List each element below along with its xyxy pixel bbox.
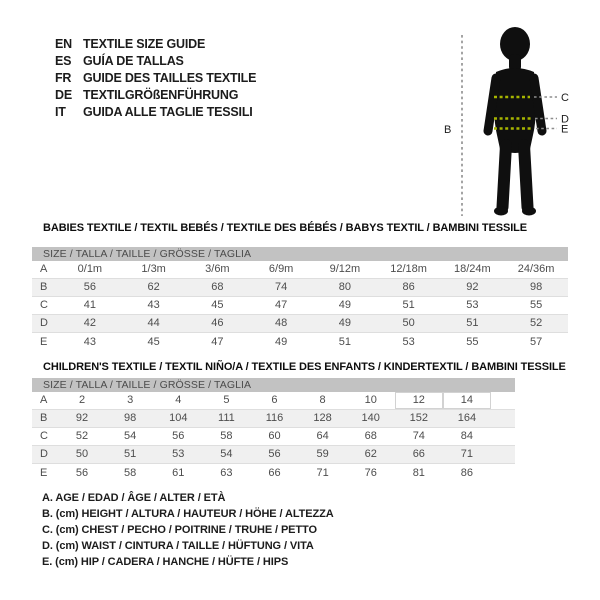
lang-title: TEXTILE SIZE GUIDE: [83, 37, 206, 51]
table-cell: 53: [172, 448, 185, 460]
table-cell: 164: [457, 412, 477, 424]
lang-code: FR: [55, 71, 72, 85]
table-cell: 128: [313, 412, 332, 424]
table-cell: 66: [268, 467, 281, 479]
table-cell: 50: [402, 317, 415, 329]
legend-line-height: B. (cm) HEIGHT / ALTURA / HAUTEUR / HÖHE / ALTEZZA: [42, 508, 334, 520]
table-cell: 81: [412, 467, 425, 479]
table-right-pad: [491, 392, 515, 409]
lang-title: GUÍA DE TALLAS: [83, 54, 184, 68]
table-cell: 43: [83, 336, 96, 348]
table-cell: 68: [364, 430, 377, 442]
table-cell: 59: [316, 448, 329, 460]
lang-row-es: [55, 53, 256, 70]
table-cell: 9/12m: [329, 263, 361, 275]
table-cell: 61: [172, 467, 185, 479]
table-cell: 52: [530, 317, 543, 329]
language-title-list: [55, 36, 256, 121]
table-cell: 92: [75, 412, 89, 424]
child-silhouette: [488, 27, 542, 216]
table-cell: 58: [220, 430, 233, 442]
table-cell: 55: [466, 336, 479, 348]
table-cell: 60: [268, 430, 281, 442]
table-cell: 8: [319, 394, 326, 406]
table-cell: 62: [364, 448, 377, 460]
table-cell: 1/3m: [141, 263, 166, 275]
row-label: B: [40, 412, 48, 424]
table-cell: 57: [530, 336, 543, 348]
table-cell: 64: [316, 430, 329, 442]
table-cell: 45: [211, 299, 224, 311]
babies-size-table: [32, 247, 568, 351]
table-cell: 18/24m: [454, 263, 491, 275]
table-row: [32, 333, 568, 351]
table-cell: 42: [83, 317, 96, 329]
table-cell: 56: [83, 281, 96, 293]
table-cell: 58: [124, 467, 137, 479]
size-header-bar: SIZE / TALLA / TAILLE / GRÖSSE / TAGLIA: [32, 378, 515, 392]
table-cell: 111: [218, 412, 235, 424]
table-right-pad: [491, 428, 515, 445]
table-cell: 10: [364, 394, 377, 406]
table-row: [32, 464, 515, 482]
table-cell: 66: [412, 448, 425, 460]
table-cell: 86: [402, 281, 415, 293]
table-row: [32, 261, 568, 279]
lang-code: EN: [55, 37, 72, 51]
table-cell: 12/18m: [390, 263, 427, 275]
table-cell: 92: [466, 281, 479, 293]
table-cell: 76: [364, 467, 377, 479]
table-cell: 46: [211, 317, 224, 329]
row-label: D: [40, 448, 48, 460]
table-row: [32, 279, 568, 297]
table-cell: 5: [223, 394, 230, 406]
table-cell: 55: [530, 299, 543, 311]
table-cell: 43: [147, 299, 160, 311]
table-cell: 98: [530, 281, 543, 293]
table-cell: 6/9m: [268, 263, 294, 275]
lang-code: IT: [55, 105, 66, 119]
table-cell: 84: [460, 430, 474, 442]
lang-title: GUIDE DES TAILLES TEXTILE: [83, 71, 257, 85]
table-cell: 54: [124, 430, 137, 442]
table-row: [32, 297, 568, 315]
lang-code: DE: [55, 88, 72, 102]
table-cell: 51: [124, 448, 137, 460]
table-row: [32, 428, 515, 446]
table-cell: 62: [147, 281, 160, 293]
size-header-bar: SIZE / TALLA / TAILLE / GRÖSSE / TAGLIA: [32, 247, 568, 261]
row-label: E: [40, 467, 48, 479]
children-section-title: CHILDREN'S TEXTILE / TEXTIL NIÑO/A / TEXTILE DES ENFANTS / KINDERTEXTIL / BAMBINI TESSILE: [43, 361, 566, 373]
table-cell: 140: [361, 412, 380, 424]
table-cell: 47: [275, 299, 288, 311]
table-cell: 63: [220, 467, 233, 479]
table-right-pad: [491, 464, 515, 482]
legend-line-age: A. AGE / EDAD / ÂGE / ALTER / ETÀ: [42, 492, 226, 504]
table-right-pad: [491, 446, 515, 463]
row-label: C: [40, 430, 48, 442]
table-cell: 52: [75, 430, 89, 442]
table-cell: 24/36m: [517, 263, 555, 275]
row-label: A: [40, 263, 48, 275]
table-cell: 50: [75, 448, 89, 460]
row-label: C: [40, 299, 48, 311]
table-cell: 44: [147, 317, 160, 329]
table-row: [32, 410, 515, 428]
table-cell: 45: [147, 336, 160, 348]
babies-section-title: BABIES TEXTILE / TEXTIL BEBÉS / TEXTILE DES BÉBÉS / BABYS TEXTIL / BAMBINI TESSILE: [43, 222, 528, 234]
table-cell: 6: [271, 394, 278, 406]
table-cell: 0/1m: [77, 263, 103, 275]
lang-title: GUIDA ALLE TAGLIE TESSILI: [83, 105, 253, 119]
lang-row-fr: [55, 70, 256, 87]
table-cell: 152: [409, 412, 428, 424]
table-cell: 98: [124, 412, 137, 424]
table-cell: 71: [316, 467, 329, 479]
table-cell: 56: [75, 467, 89, 479]
table-cell: 48: [275, 317, 288, 329]
table-cell: 3/6m: [205, 263, 230, 275]
row-label: D: [40, 317, 48, 329]
table-cell: 49: [338, 299, 351, 311]
table-cell: 14: [443, 392, 491, 409]
table-cell: 56: [268, 448, 281, 460]
table-cell: 74: [275, 281, 288, 293]
table-cell: 2: [78, 394, 86, 406]
table-cell: 41: [83, 299, 96, 311]
row-label: E: [40, 336, 48, 348]
table-cell: 4: [175, 394, 182, 406]
legend-line-hip: E. (cm) HIP / CADERA / HANCHE / HÜFTE / HIPS: [42, 556, 289, 568]
table-cell: 47: [211, 336, 224, 348]
lang-title: TEXTILGRÖßENFÜHRUNG: [83, 88, 239, 102]
children-size-table: [32, 378, 515, 482]
table-cell: 51: [338, 336, 351, 348]
table-cell: 49: [275, 336, 288, 348]
legend-line-waist: D. (cm) WAIST / CINTURA / TAILLE / HÜFTUNG / VITA: [42, 540, 314, 552]
table-cell: 49: [338, 317, 351, 329]
table-cell: 71: [460, 448, 474, 460]
table-cell: 116: [265, 412, 284, 424]
table-cell: 56: [172, 430, 185, 442]
table-cell: 12: [395, 392, 443, 409]
table-cell: 54: [220, 448, 233, 460]
table-cell: 53: [402, 336, 415, 348]
row-label: B: [40, 281, 48, 293]
lang-row-en: [55, 36, 256, 53]
legend-line-chest: C. (cm) CHEST / PECHO / POITRINE / TRUHE / PETTO: [42, 524, 317, 536]
table-row: [32, 315, 568, 333]
table-cell: 3: [127, 394, 134, 406]
table-cell: 104: [169, 412, 188, 424]
table-cell: 86: [460, 467, 474, 479]
waist-measure-label: D: [561, 113, 569, 126]
table-row: [32, 446, 515, 464]
height-measure-label: B: [444, 124, 452, 136]
measurement-legend: [42, 490, 334, 570]
table-right-pad: [491, 410, 515, 427]
lang-row-it: [55, 104, 256, 121]
hip-measure-label: E: [561, 123, 569, 136]
table-cell: 80: [338, 281, 351, 293]
row-label: A: [40, 394, 48, 406]
table-cell: 74: [412, 430, 425, 442]
lang-row-de: [55, 87, 256, 104]
chest-measure-label: C: [561, 92, 569, 104]
child-silhouette-figure: [430, 10, 600, 225]
table-cell: 51: [466, 317, 479, 329]
table-cell: 53: [466, 299, 479, 311]
table-row: [32, 392, 515, 410]
lang-code: ES: [55, 54, 72, 68]
table-cell: 68: [211, 281, 224, 293]
table-cell: 51: [402, 299, 415, 311]
